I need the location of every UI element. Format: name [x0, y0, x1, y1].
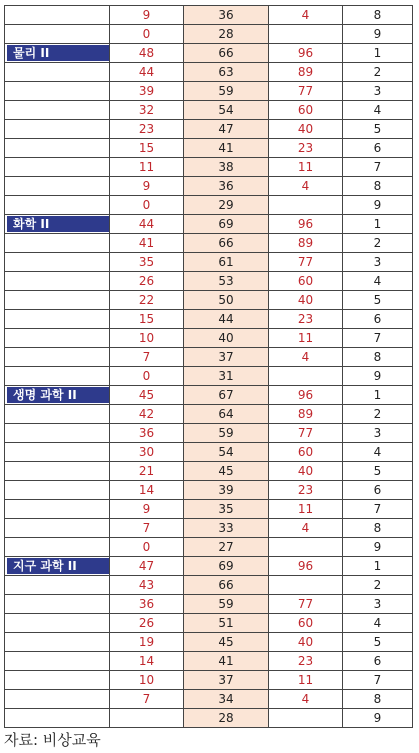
- raw-score-cell: 44: [110, 63, 184, 82]
- table-row: [5, 234, 413, 253]
- raw-score-cell: 0: [110, 538, 184, 557]
- subject-cell: [5, 595, 110, 614]
- table-row: [5, 101, 413, 120]
- grade-cell: 2: [343, 576, 413, 595]
- grade-cell: 5: [343, 462, 413, 481]
- subject-cell: [5, 158, 110, 177]
- subject-cell: [5, 25, 110, 44]
- table-row: [5, 481, 413, 500]
- percentile-cell: 96: [269, 215, 343, 234]
- subject-label: 화학 II: [7, 216, 109, 232]
- raw-score-cell: 9: [110, 500, 184, 519]
- standard-score-cell: 47: [184, 120, 269, 139]
- subject-cell: [5, 652, 110, 671]
- subject-cell: [5, 576, 110, 595]
- standard-score-cell: 69: [184, 215, 269, 234]
- raw-score-cell: 15: [110, 139, 184, 158]
- percentile-cell: 89: [269, 63, 343, 82]
- table-row: [5, 633, 413, 652]
- percentile-cell: 89: [269, 234, 343, 253]
- percentile-cell: 40: [269, 120, 343, 139]
- table-row: [5, 386, 413, 405]
- standard-score-cell: 31: [184, 367, 269, 386]
- percentile-cell: 60: [269, 272, 343, 291]
- table-row: [5, 63, 413, 82]
- subject-cell: [5, 120, 110, 139]
- grade-cell: 2: [343, 63, 413, 82]
- table-row: [5, 709, 413, 728]
- raw-score-cell: 22: [110, 291, 184, 310]
- percentile-cell: 89: [269, 405, 343, 424]
- grade-cell: 3: [343, 424, 413, 443]
- raw-score-cell: 11: [110, 158, 184, 177]
- raw-score-cell: 7: [110, 519, 184, 538]
- standard-score-cell: 28: [184, 709, 269, 728]
- standard-score-cell: 63: [184, 63, 269, 82]
- percentile-cell: [269, 25, 343, 44]
- table-row: [5, 671, 413, 690]
- percentile-cell: 23: [269, 139, 343, 158]
- raw-score-cell: 23: [110, 120, 184, 139]
- standard-score-cell: 40: [184, 329, 269, 348]
- percentile-cell: 11: [269, 500, 343, 519]
- subject-cell: [5, 538, 110, 557]
- standard-score-cell: 27: [184, 538, 269, 557]
- raw-score-cell: 7: [110, 348, 184, 367]
- table-row: [5, 177, 413, 196]
- percentile-cell: 77: [269, 424, 343, 443]
- percentile-cell: 23: [269, 481, 343, 500]
- percentile-cell: [269, 576, 343, 595]
- subject-cell: [5, 443, 110, 462]
- raw-score-cell: 19: [110, 633, 184, 652]
- table-row: [5, 595, 413, 614]
- table-row: [5, 348, 413, 367]
- percentile-cell: 60: [269, 101, 343, 120]
- subject-cell: [5, 329, 110, 348]
- subject-cell: [5, 215, 110, 234]
- standard-score-cell: 37: [184, 671, 269, 690]
- grade-cell: 1: [343, 215, 413, 234]
- standard-score-cell: 45: [184, 633, 269, 652]
- grade-cell: 4: [343, 443, 413, 462]
- standard-score-cell: 69: [184, 557, 269, 576]
- subject-cell: [5, 500, 110, 519]
- table-row: [5, 329, 413, 348]
- raw-score-cell: 45: [110, 386, 184, 405]
- standard-score-cell: 53: [184, 272, 269, 291]
- percentile-cell: [269, 367, 343, 386]
- subject-cell: [5, 44, 110, 63]
- percentile-cell: 11: [269, 158, 343, 177]
- subject-cell: [5, 139, 110, 158]
- percentile-cell: 4: [269, 519, 343, 538]
- standard-score-cell: 59: [184, 595, 269, 614]
- grade-cell: 9: [343, 709, 413, 728]
- percentile-cell: 77: [269, 82, 343, 101]
- table-row: [5, 500, 413, 519]
- table-row: [5, 690, 413, 709]
- subject-cell: [5, 63, 110, 82]
- raw-score-cell: 47: [110, 557, 184, 576]
- subject-cell: [5, 424, 110, 443]
- subject-cell: [5, 614, 110, 633]
- raw-score-cell: 14: [110, 652, 184, 671]
- table-row: [5, 82, 413, 101]
- table-row: [5, 44, 413, 63]
- subject-cell: [5, 101, 110, 120]
- table-row: [5, 196, 413, 215]
- standard-score-cell: 51: [184, 614, 269, 633]
- grade-cell: 2: [343, 405, 413, 424]
- grade-cell: 3: [343, 253, 413, 272]
- grade-cell: 6: [343, 310, 413, 329]
- subject-cell: [5, 633, 110, 652]
- raw-score-cell: 14: [110, 481, 184, 500]
- percentile-cell: [269, 709, 343, 728]
- subject-cell: [5, 405, 110, 424]
- grade-cell: 8: [343, 6, 413, 25]
- table-row: [5, 405, 413, 424]
- standard-score-cell: 66: [184, 44, 269, 63]
- grade-cell: 6: [343, 481, 413, 500]
- raw-score-cell: 43: [110, 576, 184, 595]
- percentile-cell: 40: [269, 462, 343, 481]
- subject-label: 생명 과학 II: [7, 387, 109, 403]
- percentile-cell: 96: [269, 44, 343, 63]
- percentile-cell: 4: [269, 690, 343, 709]
- percentile-cell: 23: [269, 310, 343, 329]
- grade-cell: 7: [343, 158, 413, 177]
- table-row: [5, 519, 413, 538]
- raw-score-cell: 9: [110, 177, 184, 196]
- subject-cell: [5, 272, 110, 291]
- standard-score-cell: 54: [184, 101, 269, 120]
- percentile-cell: 77: [269, 595, 343, 614]
- subject-cell: [5, 82, 110, 101]
- percentile-cell: 77: [269, 253, 343, 272]
- subject-cell: [5, 481, 110, 500]
- raw-score-cell: 15: [110, 310, 184, 329]
- standard-score-cell: 50: [184, 291, 269, 310]
- raw-score-cell: 0: [110, 367, 184, 386]
- subject-cell: [5, 234, 110, 253]
- grade-cell: 9: [343, 367, 413, 386]
- table-row: [5, 462, 413, 481]
- grade-cell: 1: [343, 44, 413, 63]
- percentile-cell: 40: [269, 291, 343, 310]
- grade-cell: 5: [343, 291, 413, 310]
- percentile-cell: 60: [269, 614, 343, 633]
- standard-score-cell: 38: [184, 158, 269, 177]
- table-row: [5, 614, 413, 633]
- subject-cell: [5, 709, 110, 728]
- table-row: [5, 310, 413, 329]
- standard-score-cell: 61: [184, 253, 269, 272]
- table-row: [5, 291, 413, 310]
- grade-cell: 7: [343, 329, 413, 348]
- table-row: [5, 253, 413, 272]
- grade-cell: 4: [343, 101, 413, 120]
- grade-cell: 2: [343, 234, 413, 253]
- percentile-cell: [269, 196, 343, 215]
- table-row: [5, 6, 413, 25]
- subject-cell: [5, 6, 110, 25]
- table-row: [5, 158, 413, 177]
- percentile-cell: 11: [269, 671, 343, 690]
- standard-score-cell: 67: [184, 386, 269, 405]
- subject-cell: [5, 557, 110, 576]
- percentile-cell: 40: [269, 633, 343, 652]
- subject-label: 물리 II: [7, 45, 109, 61]
- raw-score-cell: 36: [110, 424, 184, 443]
- standard-score-cell: 66: [184, 234, 269, 253]
- grade-cell: 7: [343, 500, 413, 519]
- standard-score-cell: 28: [184, 25, 269, 44]
- raw-score-cell: 26: [110, 614, 184, 633]
- percentile-cell: 60: [269, 443, 343, 462]
- subject-cell: [5, 462, 110, 481]
- raw-score-cell: 10: [110, 671, 184, 690]
- grade-cell: 9: [343, 196, 413, 215]
- grade-cell: 6: [343, 139, 413, 158]
- table-row: [5, 139, 413, 158]
- raw-score-cell: 0: [110, 196, 184, 215]
- grade-cell: 8: [343, 519, 413, 538]
- standard-score-cell: 35: [184, 500, 269, 519]
- subject-cell: [5, 348, 110, 367]
- standard-score-cell: 64: [184, 405, 269, 424]
- subject-label: 지구 과학 II: [7, 558, 109, 574]
- raw-score-cell: 39: [110, 82, 184, 101]
- standard-score-cell: 41: [184, 652, 269, 671]
- raw-score-cell: 10: [110, 329, 184, 348]
- standard-score-cell: 59: [184, 424, 269, 443]
- raw-score-cell: 30: [110, 443, 184, 462]
- grade-cell: 8: [343, 348, 413, 367]
- standard-score-cell: 59: [184, 82, 269, 101]
- grade-cell: 3: [343, 82, 413, 101]
- subject-cell: [5, 177, 110, 196]
- raw-score-cell: 32: [110, 101, 184, 120]
- standard-score-cell: 39: [184, 481, 269, 500]
- raw-score-cell: 41: [110, 234, 184, 253]
- table-row: [5, 557, 413, 576]
- raw-score-cell: 48: [110, 44, 184, 63]
- grade-cell: 5: [343, 633, 413, 652]
- grade-cell: 1: [343, 386, 413, 405]
- subject-cell: [5, 196, 110, 215]
- subject-cell: [5, 253, 110, 272]
- standard-score-cell: 66: [184, 576, 269, 595]
- raw-score-cell: [110, 709, 184, 728]
- raw-score-cell: 7: [110, 690, 184, 709]
- standard-score-cell: 54: [184, 443, 269, 462]
- table-row: [5, 424, 413, 443]
- score-table-body: [5, 6, 413, 728]
- table-row: [5, 538, 413, 557]
- percentile-cell: 4: [269, 348, 343, 367]
- source-note: 자료: 비상교육: [4, 731, 101, 749]
- percentile-cell: 23: [269, 652, 343, 671]
- table-row: [5, 652, 413, 671]
- percentile-cell: 4: [269, 177, 343, 196]
- subject-cell: [5, 690, 110, 709]
- standard-score-cell: 29: [184, 196, 269, 215]
- grade-cell: 6: [343, 652, 413, 671]
- standard-score-cell: 41: [184, 139, 269, 158]
- table-row: [5, 120, 413, 139]
- standard-score-cell: 45: [184, 462, 269, 481]
- raw-score-cell: 26: [110, 272, 184, 291]
- raw-score-cell: 42: [110, 405, 184, 424]
- table-row: [5, 215, 413, 234]
- standard-score-cell: 36: [184, 177, 269, 196]
- raw-score-cell: 9: [110, 6, 184, 25]
- grade-cell: 3: [343, 595, 413, 614]
- grade-cell: 9: [343, 538, 413, 557]
- grade-cell: 5: [343, 120, 413, 139]
- grade-cell: 8: [343, 690, 413, 709]
- score-table: [4, 5, 413, 728]
- raw-score-cell: 35: [110, 253, 184, 272]
- table-row: [5, 443, 413, 462]
- grade-cell: 4: [343, 614, 413, 633]
- grade-cell: 7: [343, 671, 413, 690]
- standard-score-cell: 33: [184, 519, 269, 538]
- subject-cell: [5, 291, 110, 310]
- grade-cell: 4: [343, 272, 413, 291]
- grade-cell: 8: [343, 177, 413, 196]
- percentile-cell: 96: [269, 557, 343, 576]
- standard-score-cell: 34: [184, 690, 269, 709]
- percentile-cell: [269, 538, 343, 557]
- raw-score-cell: 36: [110, 595, 184, 614]
- raw-score-cell: 44: [110, 215, 184, 234]
- subject-cell: [5, 519, 110, 538]
- table-row: [5, 367, 413, 386]
- raw-score-cell: 21: [110, 462, 184, 481]
- subject-cell: [5, 310, 110, 329]
- grade-cell: 9: [343, 25, 413, 44]
- subject-cell: [5, 671, 110, 690]
- table-row: [5, 25, 413, 44]
- percentile-cell: 96: [269, 386, 343, 405]
- percentile-cell: 4: [269, 6, 343, 25]
- standard-score-cell: 44: [184, 310, 269, 329]
- subject-cell: [5, 367, 110, 386]
- percentile-cell: 11: [269, 329, 343, 348]
- raw-score-cell: 0: [110, 25, 184, 44]
- standard-score-cell: 37: [184, 348, 269, 367]
- standard-score-cell: 36: [184, 6, 269, 25]
- table-row: [5, 272, 413, 291]
- table-row: [5, 576, 413, 595]
- grade-cell: 1: [343, 557, 413, 576]
- subject-cell: [5, 386, 110, 405]
